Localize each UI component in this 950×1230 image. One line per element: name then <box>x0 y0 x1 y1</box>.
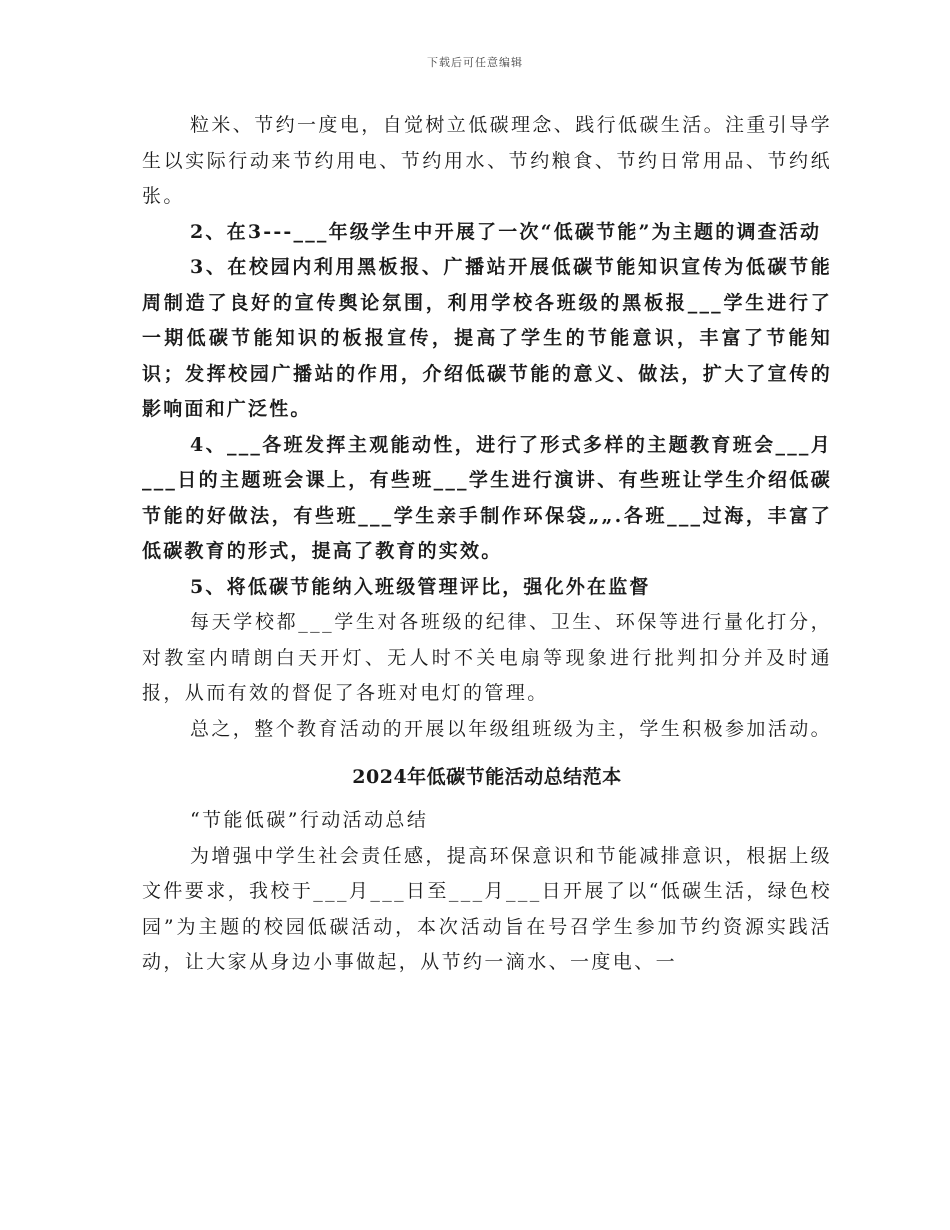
item-3: 3、在校园内利用黑板报、广播站开展低碳节能知识宣传为低碳节能周制造了良好的宣传舆论氛围，利用学校各班级的黑板报___学生进行了一期低碳节能知识的板报宣传，提高了学生的节能意识，丰富了节能知识；发挥校园广播站的作用，介绍低碳节能的意义、做法，扩大了宣传的影响面和广泛性。 <box>142 256 832 420</box>
page-header: 下载后可任意编辑 <box>427 56 523 69</box>
item-2: 2、在3---___年级学生中开展了一次“低碳节能”为主题的调查活动 <box>190 220 822 243</box>
paragraph-intro: 为增强中学生社会责任感，提高环保意识和节能减排意识，根据上级文件要求，我校于___月___日至___月___日开展了以“低碳生活，绿色校园”为主题的校园低碳活动，本次活动旨在号召学生参加节约资源实践活动，让大家从身边小事做起，从节约一滴水、一度电、一 <box>142 844 833 973</box>
section-subtitle: “节能低碳”行动活动总结 <box>190 809 429 831</box>
item-5: 5、将低碳节能纳入班级管理评比，强化外在监督 <box>190 575 651 598</box>
paragraph-continuation: 粒米、节约一度电，自觉树立低碳理念、践行低碳生活。注重引导学生以实际行动来节约用电、节约用水、节约粮食、节约日常用品、节约纸张。 <box>142 114 833 207</box>
section-title: 2024年低碳节能活动总结范本 <box>352 766 622 788</box>
document-body <box>142 108 832 981</box>
paragraph-daily-check: 每天学校都___学生对各班级的纪律、卫生、环保等进行量化打分，对教室内晴朗白天开灯、无人时不关电扇等现象进行批判扣分并及时通报，从而有效的督促了各班对电灯的管理。 <box>142 611 832 704</box>
paragraph-summary: 总之，整个教育活动的开展以年级组班级为主，学生积极参加活动。 <box>190 717 833 740</box>
item-4: 4、___各班发挥主观能动性，进行了形式多样的主题教育班会___月___日的主题班会课上，有些班___学生进行演讲、有些班让学生介绍低碳节能的好做法，有些班___学生亲手制作环保袋„„.各班___过海，丰富了低碳教育的形式，提高了教育的实效。 <box>142 433 832 562</box>
